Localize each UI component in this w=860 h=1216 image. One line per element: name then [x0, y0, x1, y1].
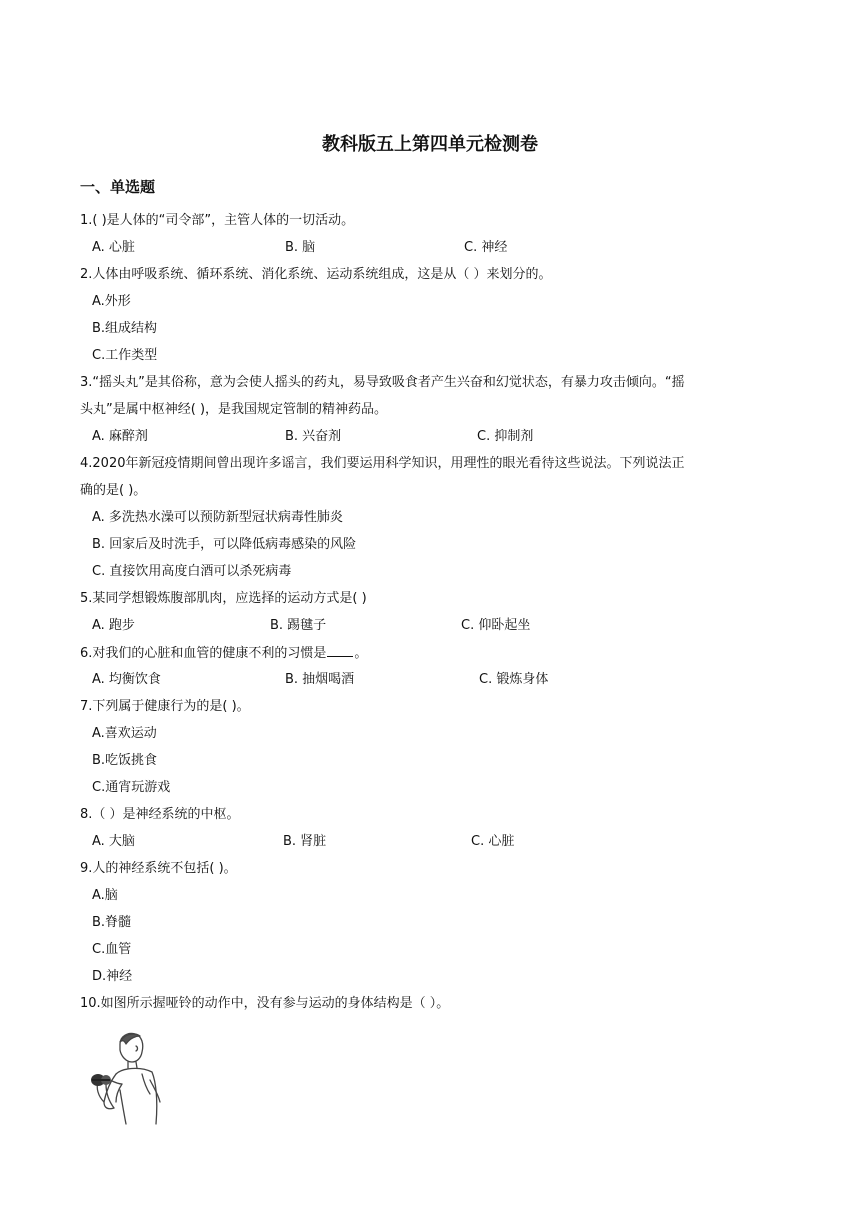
question-3-option-c[interactable]: C. 抑制剂: [477, 429, 534, 444]
question-2-option-c[interactable]: C.工作类型: [92, 348, 158, 363]
question-8-option-b[interactable]: B. 肾脏: [283, 834, 327, 849]
question-6-stem-text: 6.对我们的心脏和血管的健康不利的习惯是: [80, 646, 327, 661]
question-1-option-a[interactable]: A. 心脏: [92, 240, 135, 255]
question-5-option-c[interactable]: C. 仰卧起坐: [461, 618, 531, 633]
question-6-option-c[interactable]: C. 锻炼身体: [479, 672, 549, 687]
question-8-stem: 8.（ ）是神经系统的中枢。: [80, 807, 240, 822]
section-title: 一、单选题: [80, 178, 156, 196]
question-2-option-b[interactable]: B.组成结构: [92, 321, 158, 336]
question-6-option-a[interactable]: A. 均衡饮食: [92, 672, 161, 687]
question-7-option-c[interactable]: C.通宵玩游戏: [92, 780, 171, 795]
question-7-option-a[interactable]: A.喜欢运动: [92, 726, 157, 741]
question-9-option-a[interactable]: A.脑: [92, 888, 118, 903]
question-4-stem-line-2: 确的是( )。: [80, 483, 147, 498]
question-10-stem: 10.如图所示握哑铃的动作中，没有参与运动的身体结构是（ ）。: [80, 996, 450, 1011]
question-1-option-b[interactable]: B. 脑: [285, 240, 316, 255]
question-9-option-d[interactable]: D.神经: [92, 969, 133, 984]
question-2-option-a[interactable]: A.外形: [92, 294, 131, 309]
question-3-stem-line-2: 头丸”是属中枢神经( )，是我国规定管制的精神药品。: [80, 402, 388, 417]
question-3-stem-line-1: 3.“摇头丸”是其俗称，意为会使人摇头的药丸，易导致吸食者产生兴奋和幻觉状态，有暴力攻击倾向。“摇: [80, 375, 685, 390]
page-title: 教科版五上第四单元检测卷: [322, 134, 538, 155]
question-9-option-b[interactable]: B.脊髓: [92, 915, 132, 930]
question-8-option-c[interactable]: C. 心脏: [471, 834, 515, 849]
question-7-stem: 7.下列属于健康行为的是( )。: [80, 699, 250, 714]
dumbbell-curl-figure: [80, 1030, 164, 1126]
question-5-option-a[interactable]: A. 跑步: [92, 618, 135, 633]
question-7-option-b[interactable]: B.吃饭挑食: [92, 753, 158, 768]
question-3-option-a[interactable]: A. 麻醉剂: [92, 429, 148, 444]
question-8-option-a[interactable]: A. 大脑: [92, 834, 135, 849]
question-6-option-b[interactable]: B. 抽烟喝酒: [285, 672, 355, 687]
answer-blank: [327, 644, 353, 657]
question-4-stem-line-1: 4.2020年新冠疫情期间曾出现许多谣言，我们要运用科学知识，用理性的眼光看待这些说法。下列说法正: [80, 456, 685, 471]
question-6-stem: [80, 644, 780, 663]
question-4-option-c[interactable]: C. 直接饮用高度白酒可以杀死病毒: [92, 564, 292, 579]
question-6-stem-end: 。: [354, 646, 368, 661]
question-1-option-c[interactable]: C. 神经: [464, 240, 508, 255]
question-3-option-b[interactable]: B. 兴奋剂: [285, 429, 342, 444]
question-5-stem: 5.某同学想锻炼腹部肌肉，应选择的运动方式是( ): [80, 591, 367, 606]
question-9-option-c[interactable]: C.血管: [92, 942, 132, 957]
question-2-stem: 2.人体由呼吸系统、循环系统、消化系统、运动系统组成，这是从（ ）来划分的。: [80, 267, 552, 282]
question-9-stem: 9.人的神经系统不包括( )。: [80, 861, 237, 876]
question-4-option-b[interactable]: B. 回家后及时洗手，可以降低病毒感染的风险: [92, 537, 357, 552]
question-4-option-a[interactable]: A. 多洗热水澡可以预防新型冠状病毒性肺炎: [92, 510, 343, 525]
question-5-option-b[interactable]: B. 踢毽子: [270, 618, 327, 633]
question-1-stem: 1.( )是人体的“司令部”，主管人体的一切活动。: [80, 213, 355, 228]
